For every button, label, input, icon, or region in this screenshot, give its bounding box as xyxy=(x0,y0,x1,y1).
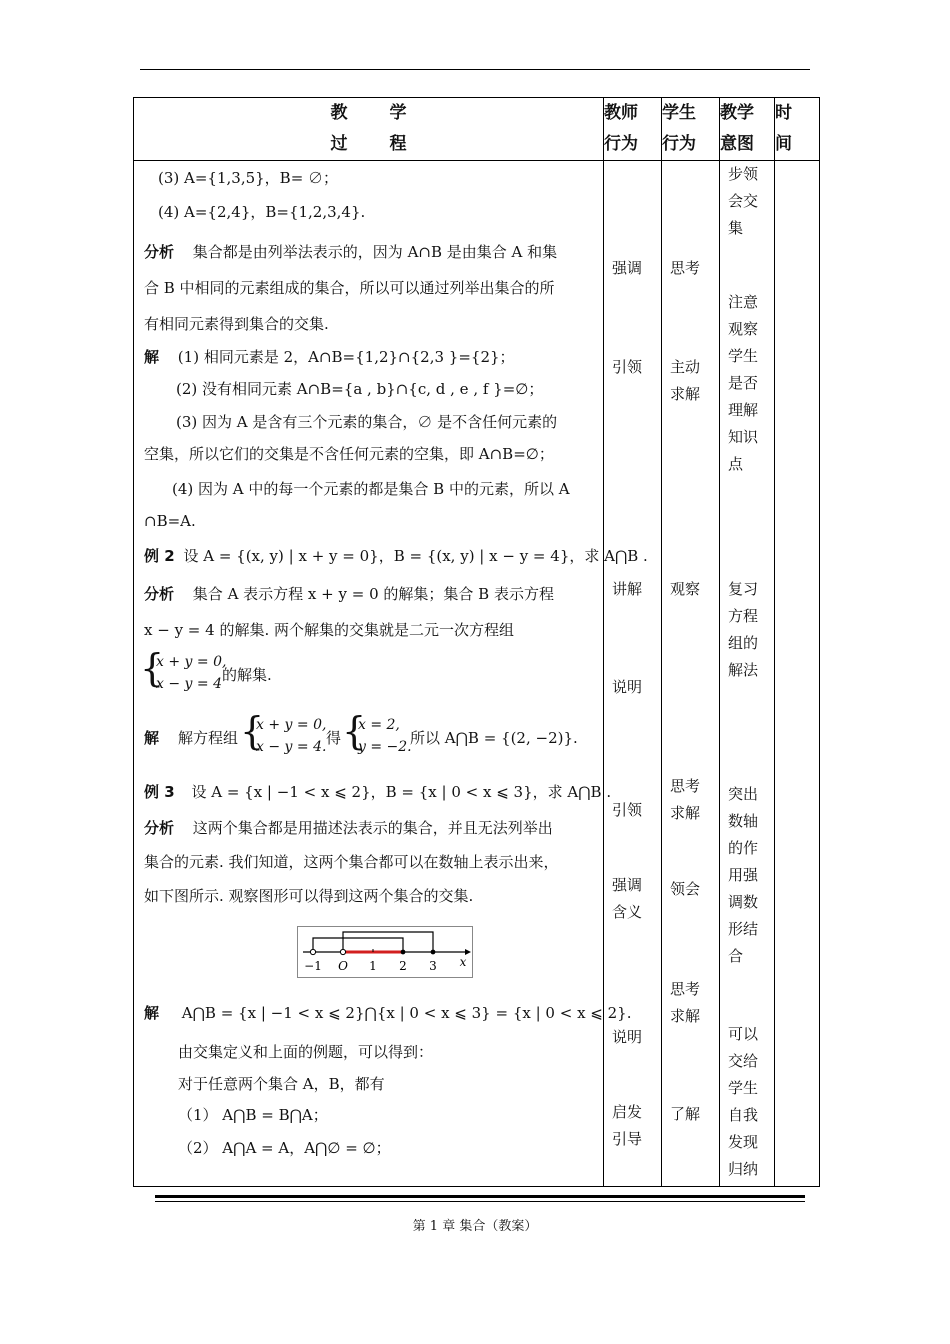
header-time: 时间 xyxy=(775,98,820,161)
header-intent: 教学意图 xyxy=(720,98,775,161)
footer-rule-thin xyxy=(155,1201,805,1202)
teacher-cell: 强调 引领 讲解 说明 引领 强调含义 说明 启发引导 xyxy=(604,161,662,1187)
footer-rule xyxy=(155,1195,805,1198)
content-cell: (3) A={1,3,5}，B= ∅； (4) A={2,4}，B={1,2,3,4}. 分析 集合都是由列举法表示的，因为 A∩B 是由集合 A 和集 合 B 中相同的元素组成的集合，所以可以通过列举出集合的所 有相同元素得到集合的交集. 解 (1) 相同元素是 2，A∩B={1,2}∩{2,3 }={2}； (2) 没有相同元素 A∩B={a , b}∩{c, d , e , f }=∅； (3) 因为 A 是含有三个元素的集合，∅ 是不含任何元素的 空集，所以它们的交集是不含任何元素的空集，即 A∩B=∅； (4) 因为 A 中的每一个元素的都是集合 B 中的元素，所以 A ∩B=A. 例 2 设 A = {(x, y) | x + y = 0}，B = {(x, y) | x − y = 4}，求 A⋂B . 分析 集合 A 表示方程 x + y = 0 的解集；集合 B 表示方程 x − y = 4 的解集. 两个解集的交集就是二元一次方程组 { x + y = 0, x − y = 4 的解集. 解 解方程组 { x + y = 0, x − y = 4. 得 { x = 2, y = −2. 所以 A⋂B = {(2, −2)}. 例 3 设 A = {x | −1 < x ⩽ 2}，B = {x | 0 < x ⩽ 3}，求 A⋂B . 分析 这两个集合都是用描述法表示的集合，并且无法列举出 集合的元素. 我们知道，这两个集合都可以在数轴上表示出来， 如下图所示. 观察图形可以得到这两个集合的交集. −1 O 1 2 3 x 解 A⋂B = {x | −1 < x ⩽ 2}⋂{x | 0 < x ⩽ 3} = {x | 0 < x ⩽ 2}. 由交集定义和上面的例题，可以得到： 对于任意两个集合 A，B，都有 （1） A⋂B = B⋂A； （2） A⋂A = A，A⋂∅ = ∅； xyxy=(134,161,604,1187)
lesson-table xyxy=(133,97,820,1187)
axis-label-x: x xyxy=(459,955,467,969)
student-cell: 思考 主动求解 观察 思考求解 领会 思考求解 了解 xyxy=(662,161,720,1187)
header-process xyxy=(134,98,604,161)
page-footer: 第 1 章 集合（教案） xyxy=(412,1219,538,1234)
tick-label-2: 2 xyxy=(399,959,407,973)
header-process-line1: 教学 xyxy=(330,103,449,123)
top-rule xyxy=(140,69,810,70)
open-point-minus1 xyxy=(310,949,315,954)
open-point-0 xyxy=(340,949,345,954)
closed-point-2 xyxy=(401,950,406,955)
tick-label-1: 1 xyxy=(369,959,377,973)
tick-label-3: 3 xyxy=(429,959,437,973)
header-student: 学生行为 xyxy=(662,98,720,161)
tick-label-origin: O xyxy=(338,959,348,973)
number-line-diagram xyxy=(297,926,473,978)
time-cell xyxy=(775,161,820,1187)
intent-cell: 步领会交集 注意观察学生是否理解知识点 复习方程组的解法 突出数轴的作用强调数形结合 可以交给学生自我发现归纳 xyxy=(720,161,775,1187)
header-teacher: 教师行为 xyxy=(604,98,662,161)
closed-point-3 xyxy=(431,950,436,955)
tick-label-minus1: −1 xyxy=(304,959,322,973)
header-process-line2: 过程 xyxy=(330,134,449,154)
